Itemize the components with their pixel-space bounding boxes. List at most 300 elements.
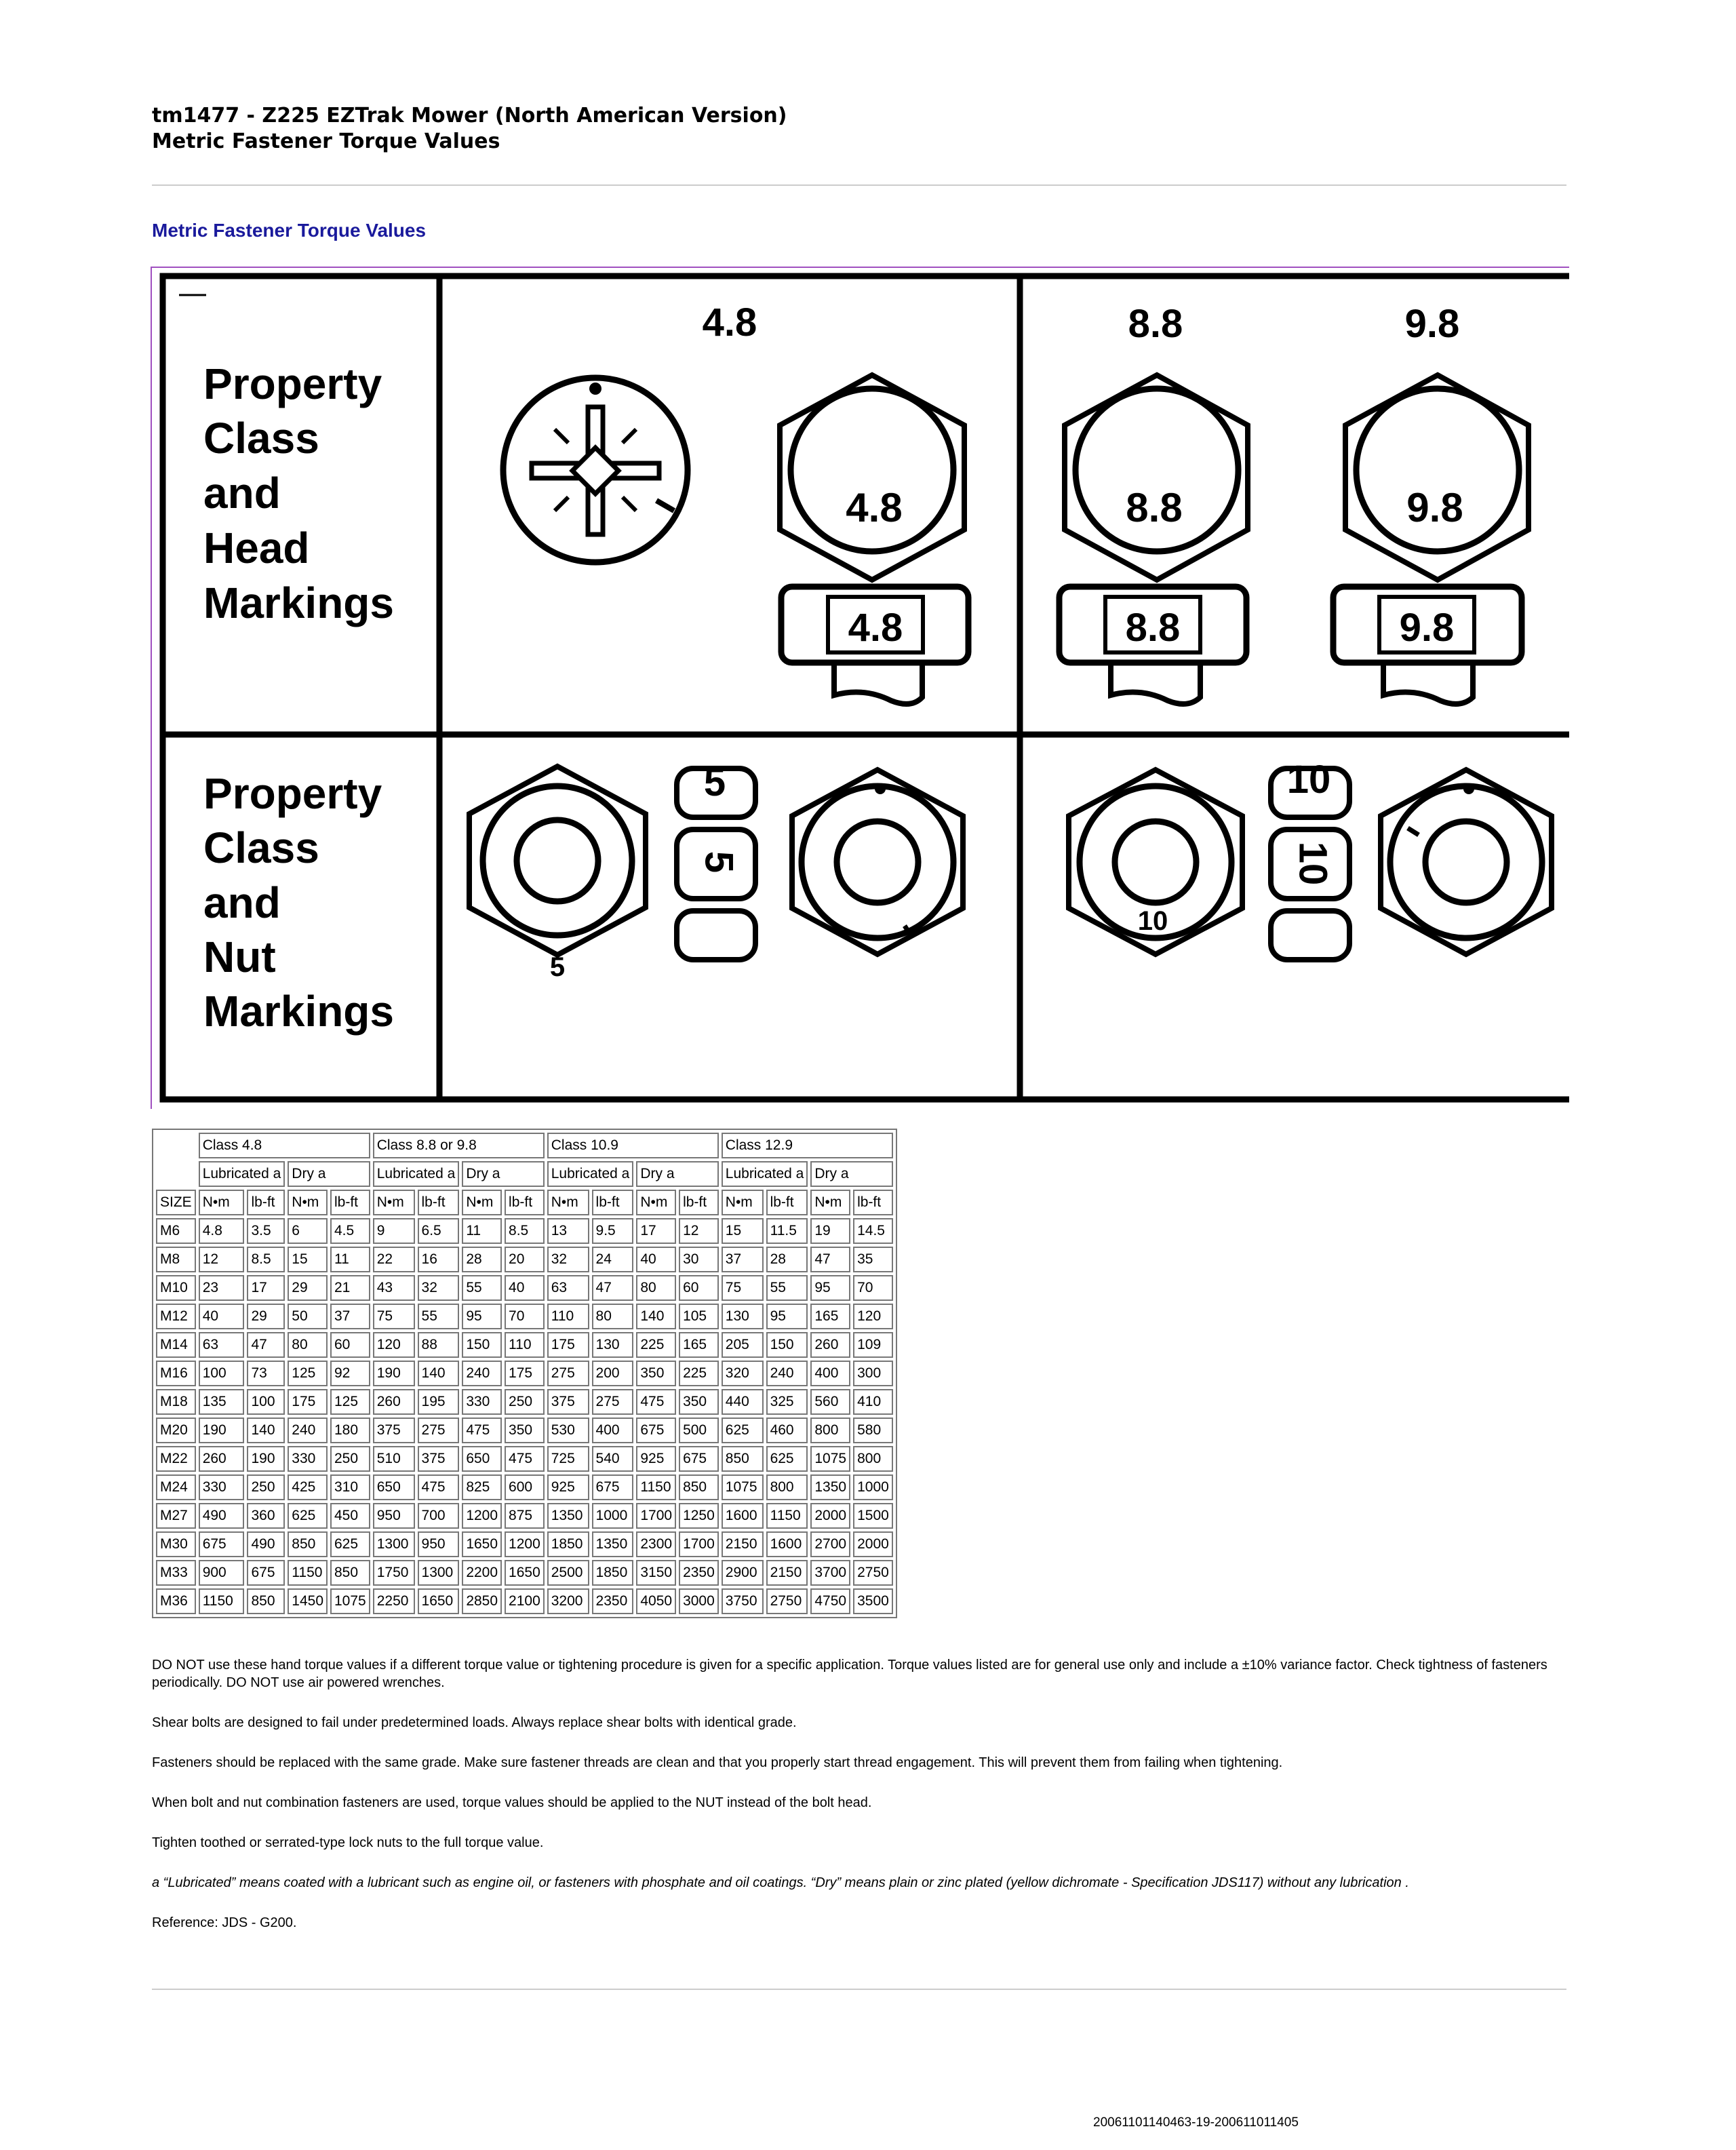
table-size-cell: M6 xyxy=(156,1218,196,1244)
table-value-cell: 1300 xyxy=(373,1531,415,1557)
table-value-cell: 47 xyxy=(810,1247,850,1272)
table-value-cell: 130 xyxy=(722,1304,764,1329)
table-value-cell: 12 xyxy=(199,1247,245,1272)
table-value-cell: 190 xyxy=(373,1361,415,1386)
table-value-cell: 130 xyxy=(592,1332,634,1358)
table-unit-nm: N•m xyxy=(547,1190,589,1215)
document-title: tm1477 - Z225 EZTrak Mower (North American Version) xyxy=(152,104,787,128)
table-group-header: Class 4.8 xyxy=(199,1133,370,1158)
table-unit-lbft: lb-ft xyxy=(330,1190,370,1215)
table-dry-header: Dry a xyxy=(636,1161,718,1187)
table-value-cell: 2700 xyxy=(810,1531,850,1557)
table-value-cell: 2150 xyxy=(766,1560,808,1586)
table-value-cell: 1300 xyxy=(418,1560,460,1586)
table-value-cell: 6 xyxy=(288,1218,328,1244)
table-value-cell: 105 xyxy=(679,1304,719,1329)
table-row xyxy=(156,1247,893,1272)
table-value-cell: 625 xyxy=(722,1418,764,1443)
table-value-cell: 120 xyxy=(373,1332,415,1358)
table-value-cell: 450 xyxy=(330,1503,370,1529)
table-value-cell: 135 xyxy=(199,1389,245,1415)
table-value-cell: 3750 xyxy=(722,1588,764,1614)
torque-table-wrapper xyxy=(152,1129,897,1618)
table-value-cell: 510 xyxy=(373,1446,415,1472)
table-value-cell: 95 xyxy=(766,1304,808,1329)
table-value-cell: 225 xyxy=(679,1361,719,1386)
nut-label-line-2: Class xyxy=(203,823,319,872)
table-value-cell: 20 xyxy=(505,1247,545,1272)
table-value-cell: 475 xyxy=(418,1474,460,1500)
note-lock-nuts: Tighten toothed or serrated-type lock nuts to the full torque value. xyxy=(152,1835,544,1850)
table-value-cell: 475 xyxy=(636,1389,676,1415)
table-value-cell: 150 xyxy=(766,1332,808,1358)
nut-label-line-3: and xyxy=(203,878,281,927)
table-value-cell: 2000 xyxy=(853,1531,893,1557)
table-row xyxy=(156,1560,893,1586)
table-value-cell: 400 xyxy=(810,1361,850,1386)
table-row xyxy=(156,1531,893,1557)
table-value-cell: 1000 xyxy=(592,1503,634,1529)
table-size-cell: M16 xyxy=(156,1361,196,1386)
table-value-cell: 850 xyxy=(247,1588,285,1614)
table-value-cell: 165 xyxy=(810,1304,850,1329)
nut-label-line-4: Nut xyxy=(203,933,276,981)
table-unit-lbft: lb-ft xyxy=(679,1190,719,1215)
table-value-cell: 1075 xyxy=(810,1446,850,1472)
table-value-cell: 1150 xyxy=(636,1474,676,1500)
table-value-cell: 330 xyxy=(199,1474,245,1500)
nut-side-5-mark: 5 xyxy=(696,851,741,874)
table-value-cell: 140 xyxy=(418,1361,460,1386)
table-value-cell: 40 xyxy=(636,1247,676,1272)
hex-head-4-8-mark: 4.8 xyxy=(846,485,903,530)
table-value-cell: 1350 xyxy=(810,1474,850,1500)
bolt-label-line-5: Markings xyxy=(203,579,394,627)
table-value-cell: 29 xyxy=(288,1275,328,1301)
footer-divider xyxy=(152,1989,1566,1990)
table-value-cell: 15 xyxy=(722,1218,764,1244)
table-value-cell: 375 xyxy=(418,1446,460,1472)
nut-side-10-mark: 10 xyxy=(1290,841,1335,886)
table-value-cell: 22 xyxy=(373,1247,415,1272)
table-dry-header: Dry a xyxy=(810,1161,892,1187)
table-value-cell: 1700 xyxy=(679,1531,719,1557)
bolt-side-4-8-icon xyxy=(781,587,968,704)
table-size-cell: M20 xyxy=(156,1418,196,1443)
table-value-cell: 2350 xyxy=(592,1588,634,1614)
table-value-cell: 95 xyxy=(462,1304,502,1329)
table-value-cell: 1150 xyxy=(766,1503,808,1529)
nut-label-line-1: Property xyxy=(203,769,382,818)
table-value-cell: 850 xyxy=(722,1446,764,1472)
table-value-cell: 3.5 xyxy=(247,1218,285,1244)
table-value-cell: 9.5 xyxy=(592,1218,634,1244)
table-size-cell: M22 xyxy=(156,1446,196,1472)
table-value-cell: 800 xyxy=(853,1446,893,1472)
table-value-cell: 800 xyxy=(766,1474,808,1500)
hex-nut-5-mark: 5 xyxy=(549,952,566,982)
table-value-cell: 1700 xyxy=(636,1503,676,1529)
table-lubricated-header: Lubricated a xyxy=(373,1161,460,1187)
table-value-cell: 40 xyxy=(505,1275,545,1301)
table-value-cell: 490 xyxy=(247,1531,285,1557)
table-unit-lbft: lb-ft xyxy=(592,1190,634,1215)
table-value-cell: 1350 xyxy=(547,1503,589,1529)
document-subtitle: Metric Fastener Torque Values xyxy=(152,130,500,153)
table-group-row xyxy=(156,1133,893,1158)
section-title: Metric Fastener Torque Values xyxy=(152,220,427,241)
table-value-cell: 32 xyxy=(418,1275,460,1301)
table-value-cell: 320 xyxy=(722,1361,764,1386)
note-torque-usage: DO NOT use these hand torque values if a different torque value or tightening procedure is given for a specific application. Torque values listed are for general use only and include a ±10% variance factor. Check tightness of fasteners periodically. DO NOT use air powered wrenches. xyxy=(152,1658,1547,1690)
torque-table xyxy=(152,1129,897,1618)
table-value-cell: 490 xyxy=(199,1503,245,1529)
table-value-cell: 165 xyxy=(679,1332,719,1358)
table-value-cell: 2250 xyxy=(373,1588,415,1614)
table-size-cell: M14 xyxy=(156,1332,196,1358)
table-value-cell: 1650 xyxy=(462,1531,502,1557)
table-size-cell: M33 xyxy=(156,1560,196,1586)
table-value-cell: 400 xyxy=(592,1418,634,1443)
table-value-cell: 1150 xyxy=(288,1560,328,1586)
hex-head-8-8-mark: 8.8 xyxy=(1126,485,1183,530)
table-value-cell: 700 xyxy=(418,1503,460,1529)
table-value-cell: 2150 xyxy=(722,1531,764,1557)
table-value-cell: 475 xyxy=(462,1418,502,1443)
table-value-cell: 325 xyxy=(766,1389,808,1415)
table-lubricated-header: Lubricated a xyxy=(722,1161,808,1187)
table-value-cell: 60 xyxy=(679,1275,719,1301)
table-value-cell: 2200 xyxy=(462,1560,502,1586)
table-value-cell: 4050 xyxy=(636,1588,676,1614)
table-value-cell: 1600 xyxy=(722,1503,764,1529)
table-corner-cell xyxy=(156,1133,196,1158)
table-value-cell: 50 xyxy=(288,1304,328,1329)
table-unit-lbft: lb-ft xyxy=(247,1190,285,1215)
table-value-cell: 1000 xyxy=(853,1474,893,1500)
note-lubricated-definition: a “Lubricated” means coated with a lubricant such as engine oil, or fasteners with phosphate and oil coatings. “Dry” means plain or zinc plated (yellow dichromate - Specification JDS117) without any lubrication . xyxy=(152,1875,1409,1890)
table-value-cell: 2350 xyxy=(679,1560,719,1586)
table-value-cell: 109 xyxy=(853,1332,893,1358)
table-value-cell: 2100 xyxy=(505,1588,545,1614)
table-value-cell: 70 xyxy=(853,1275,893,1301)
table-value-cell: 60 xyxy=(330,1332,370,1358)
lock-nut-5-icon xyxy=(792,770,963,954)
table-row xyxy=(156,1275,893,1301)
class-4-8-heading: 4.8 xyxy=(702,300,757,345)
table-dry-header: Dry a xyxy=(288,1161,370,1187)
table-value-cell: 80 xyxy=(636,1275,676,1301)
table-value-cell: 1200 xyxy=(505,1531,545,1557)
hex-nut-10-icon xyxy=(1069,770,1242,954)
table-value-cell: 225 xyxy=(636,1332,676,1358)
table-value-cell: 9 xyxy=(373,1218,415,1244)
table-row xyxy=(156,1446,893,1472)
table-value-cell: 150 xyxy=(462,1332,502,1358)
table-row xyxy=(156,1389,893,1415)
nut-class-10-heading: 10 xyxy=(1286,758,1331,802)
table-lubricated-header: Lubricated a xyxy=(199,1161,285,1187)
table-value-cell: 32 xyxy=(547,1247,589,1272)
table-value-cell: 350 xyxy=(679,1389,719,1415)
table-value-cell: 650 xyxy=(373,1474,415,1500)
hex-head-9-8-mark: 9.8 xyxy=(1406,485,1463,530)
table-value-cell: 240 xyxy=(288,1418,328,1443)
table-value-cell: 240 xyxy=(766,1361,808,1386)
table-value-cell: 12 xyxy=(679,1218,719,1244)
table-value-cell: 240 xyxy=(462,1361,502,1386)
table-value-cell: 40 xyxy=(199,1304,245,1329)
table-value-cell: 8.5 xyxy=(505,1218,545,1244)
table-value-cell: 825 xyxy=(462,1474,502,1500)
bolt-side-9-8-mark: 9.8 xyxy=(1399,606,1455,650)
table-value-cell: 250 xyxy=(330,1446,370,1472)
table-value-cell: 63 xyxy=(547,1275,589,1301)
table-unit-lbft: lb-ft xyxy=(853,1190,893,1215)
table-row xyxy=(156,1332,893,1358)
table-value-cell: 475 xyxy=(505,1446,545,1472)
table-row xyxy=(156,1418,893,1443)
table-value-cell: 16 xyxy=(418,1247,460,1272)
bolt-side-8-8-mark: 8.8 xyxy=(1125,606,1181,650)
note-bolt-nut-combination: When bolt and nut combination fasteners are used, torque values should be applied to the NUT instead of the bolt head. xyxy=(152,1795,872,1810)
table-value-cell: 360 xyxy=(247,1503,285,1529)
table-size-cell: M8 xyxy=(156,1247,196,1272)
table-lubricated-header: Lubricated a xyxy=(547,1161,634,1187)
table-value-cell: 3700 xyxy=(810,1560,850,1586)
table-value-cell: 200 xyxy=(592,1361,634,1386)
table-value-cell: 75 xyxy=(373,1304,415,1329)
table-value-cell: 75 xyxy=(722,1275,764,1301)
table-unit-nm: N•m xyxy=(722,1190,764,1215)
table-value-cell: 110 xyxy=(547,1304,589,1329)
table-value-cell: 1350 xyxy=(592,1531,634,1557)
hex-nut-5-icon xyxy=(469,766,667,1013)
table-row xyxy=(156,1361,893,1386)
table-size-cell: M18 xyxy=(156,1389,196,1415)
bolt-side-8-8-icon xyxy=(1059,587,1246,704)
table-size-cell: M27 xyxy=(156,1503,196,1529)
table-unit-nm: N•m xyxy=(373,1190,415,1215)
table-value-cell: 205 xyxy=(722,1332,764,1358)
table-value-cell: 1150 xyxy=(199,1588,245,1614)
table-value-cell: 650 xyxy=(462,1446,502,1472)
table-value-cell: 3200 xyxy=(547,1588,589,1614)
table-value-cell: 4.8 xyxy=(199,1218,245,1244)
bolt-label-line-3: and xyxy=(203,469,281,517)
table-value-cell: 30 xyxy=(679,1247,719,1272)
table-value-cell: 15 xyxy=(288,1247,328,1272)
table-value-cell: 100 xyxy=(199,1361,245,1386)
table-value-cell: 900 xyxy=(199,1560,245,1586)
bolt-label-line-1: Property xyxy=(203,359,382,408)
table-value-cell: 55 xyxy=(766,1275,808,1301)
table-value-cell: 310 xyxy=(330,1474,370,1500)
table-unit-lbft: lb-ft xyxy=(505,1190,545,1215)
table-value-cell: 3150 xyxy=(636,1560,676,1586)
table-value-cell: 11.5 xyxy=(766,1218,808,1244)
table-value-cell: 460 xyxy=(766,1418,808,1443)
table-value-cell: 28 xyxy=(766,1247,808,1272)
table-value-cell: 1450 xyxy=(288,1588,328,1614)
table-value-cell: 2300 xyxy=(636,1531,676,1557)
note-shear-bolts: Shear bolts are designed to fail under predetermined loads. Always replace shear bolts with identical grade. xyxy=(152,1715,797,1730)
round-head-bolt-icon xyxy=(503,378,688,562)
table-value-cell: 95 xyxy=(810,1275,850,1301)
table-value-cell: 1650 xyxy=(505,1560,545,1586)
table-size-header: SIZE xyxy=(156,1190,196,1215)
table-size-cell: M12 xyxy=(156,1304,196,1329)
table-unit-nm: N•m xyxy=(199,1190,245,1215)
table-value-cell: 21 xyxy=(330,1275,370,1301)
table-size-cell: M30 xyxy=(156,1531,196,1557)
table-size-cell: M24 xyxy=(156,1474,196,1500)
table-value-cell: 23 xyxy=(199,1275,245,1301)
table-value-cell: 37 xyxy=(722,1247,764,1272)
table-value-cell: 500 xyxy=(679,1418,719,1443)
table-value-cell: 125 xyxy=(330,1389,370,1415)
nut-class-5-heading: 5 xyxy=(703,760,726,804)
table-value-cell: 180 xyxy=(330,1418,370,1443)
table-value-cell: 1200 xyxy=(462,1503,502,1529)
table-value-cell: 80 xyxy=(592,1304,634,1329)
table-corner-cell xyxy=(156,1161,196,1187)
table-value-cell: 63 xyxy=(199,1332,245,1358)
table-unit-nm: N•m xyxy=(462,1190,502,1215)
table-value-cell: 260 xyxy=(373,1389,415,1415)
table-value-cell: 300 xyxy=(853,1361,893,1386)
table-value-cell: 275 xyxy=(592,1389,634,1415)
table-value-cell: 250 xyxy=(505,1389,545,1415)
table-value-cell: 625 xyxy=(766,1446,808,1472)
table-value-cell: 2500 xyxy=(547,1560,589,1586)
table-row xyxy=(156,1588,893,1614)
bolt-label-line-4: Head xyxy=(203,524,310,572)
table-value-cell: 1075 xyxy=(722,1474,764,1500)
table-value-cell: 1750 xyxy=(373,1560,415,1586)
table-value-cell: 410 xyxy=(853,1389,893,1415)
table-unit-nm: N•m xyxy=(288,1190,328,1215)
table-value-cell: 250 xyxy=(247,1474,285,1500)
table-value-cell: 175 xyxy=(288,1389,328,1415)
table-value-cell: 530 xyxy=(547,1418,589,1443)
table-value-cell: 330 xyxy=(288,1446,328,1472)
table-value-cell: 580 xyxy=(853,1418,893,1443)
table-value-cell: 140 xyxy=(247,1418,285,1443)
head-markings-figure xyxy=(151,267,1569,1109)
hex-head-4-8-icon xyxy=(780,375,964,580)
table-value-cell: 14.5 xyxy=(853,1218,893,1244)
table-value-cell: 13 xyxy=(547,1218,589,1244)
table-value-cell: 47 xyxy=(247,1332,285,1358)
class-8-8-heading: 8.8 xyxy=(1128,302,1183,346)
note-reference: Reference: JDS - G200. xyxy=(152,1915,297,1930)
table-value-cell: 330 xyxy=(462,1389,502,1415)
table-value-cell: 625 xyxy=(288,1503,328,1529)
table-value-cell: 375 xyxy=(373,1418,415,1443)
table-value-cell: 55 xyxy=(418,1304,460,1329)
table-value-cell: 11 xyxy=(330,1247,370,1272)
table-value-cell: 675 xyxy=(592,1474,634,1500)
table-condition-row xyxy=(156,1161,893,1187)
header-divider xyxy=(152,184,1566,186)
table-value-cell: 850 xyxy=(330,1560,370,1586)
table-value-cell: 100 xyxy=(247,1389,285,1415)
bolt-side-4-8-mark: 4.8 xyxy=(848,606,903,650)
table-value-cell: 88 xyxy=(418,1332,460,1358)
table-value-cell: 850 xyxy=(679,1474,719,1500)
table-value-cell: 73 xyxy=(247,1361,285,1386)
table-group-header: Class 8.8 or 9.8 xyxy=(373,1133,545,1158)
table-value-cell: 675 xyxy=(247,1560,285,1586)
hex-nut-10-mark: 10 xyxy=(1137,906,1168,936)
class-9-8-heading: 9.8 xyxy=(1404,302,1460,346)
table-value-cell: 6.5 xyxy=(418,1218,460,1244)
table-value-cell: 675 xyxy=(679,1446,719,1472)
table-value-cell: 675 xyxy=(636,1418,676,1443)
table-value-cell: 80 xyxy=(288,1332,328,1358)
note-replace-grade: Fasteners should be replaced with the same grade. Make sure fastener threads are clean and that you properly start thread engagement. This will prevent them from failing when tightening. xyxy=(152,1755,1283,1770)
table-unit-lbft: lb-ft xyxy=(766,1190,808,1215)
table-value-cell: 850 xyxy=(288,1531,328,1557)
table-value-cell: 4750 xyxy=(810,1588,850,1614)
table-value-cell: 275 xyxy=(547,1361,589,1386)
table-dry-header: Dry a xyxy=(462,1161,544,1187)
table-value-cell: 17 xyxy=(636,1218,676,1244)
table-value-cell: 375 xyxy=(547,1389,589,1415)
table-value-cell: 43 xyxy=(373,1275,415,1301)
table-value-cell: 440 xyxy=(722,1389,764,1415)
table-value-cell: 175 xyxy=(505,1361,545,1386)
table-value-cell: 560 xyxy=(810,1389,850,1415)
table-value-cell: 2000 xyxy=(810,1503,850,1529)
table-unit-row xyxy=(156,1190,893,1215)
table-value-cell: 17 xyxy=(247,1275,285,1301)
table-value-cell: 875 xyxy=(505,1503,545,1529)
table-value-cell: 3500 xyxy=(853,1588,893,1614)
table-value-cell: 350 xyxy=(505,1418,545,1443)
table-value-cell: 190 xyxy=(199,1418,245,1443)
table-size-cell: M36 xyxy=(156,1588,196,1614)
table-value-cell: 275 xyxy=(418,1418,460,1443)
document-id: 20061101140463-19-200611011405 xyxy=(1093,2115,1299,2130)
table-value-cell: 950 xyxy=(418,1531,460,1557)
table-value-cell: 1250 xyxy=(679,1503,719,1529)
table-value-cell: 675 xyxy=(199,1531,245,1557)
table-value-cell: 19 xyxy=(810,1218,850,1244)
table-value-cell: 1075 xyxy=(330,1588,370,1614)
table-value-cell: 55 xyxy=(462,1275,502,1301)
table-value-cell: 2900 xyxy=(722,1560,764,1586)
table-value-cell: 3000 xyxy=(679,1588,719,1614)
table-value-cell: 140 xyxy=(636,1304,676,1329)
table-value-cell: 540 xyxy=(592,1446,634,1472)
notes xyxy=(152,1656,1569,1954)
table-value-cell: 195 xyxy=(418,1389,460,1415)
table-size-cell: M10 xyxy=(156,1275,196,1301)
table-value-cell: 925 xyxy=(636,1446,676,1472)
hex-head-9-8-icon xyxy=(1345,375,1528,580)
nut-label-line-5: Markings xyxy=(203,987,394,1036)
table-value-cell: 800 xyxy=(810,1418,850,1443)
table-value-cell: 600 xyxy=(505,1474,545,1500)
table-value-cell: 1650 xyxy=(418,1588,460,1614)
table-value-cell: 260 xyxy=(199,1446,245,1472)
table-value-cell: 350 xyxy=(636,1361,676,1386)
table-value-cell: 2750 xyxy=(766,1588,808,1614)
table-value-cell: 47 xyxy=(592,1275,634,1301)
table-value-cell: 92 xyxy=(330,1361,370,1386)
